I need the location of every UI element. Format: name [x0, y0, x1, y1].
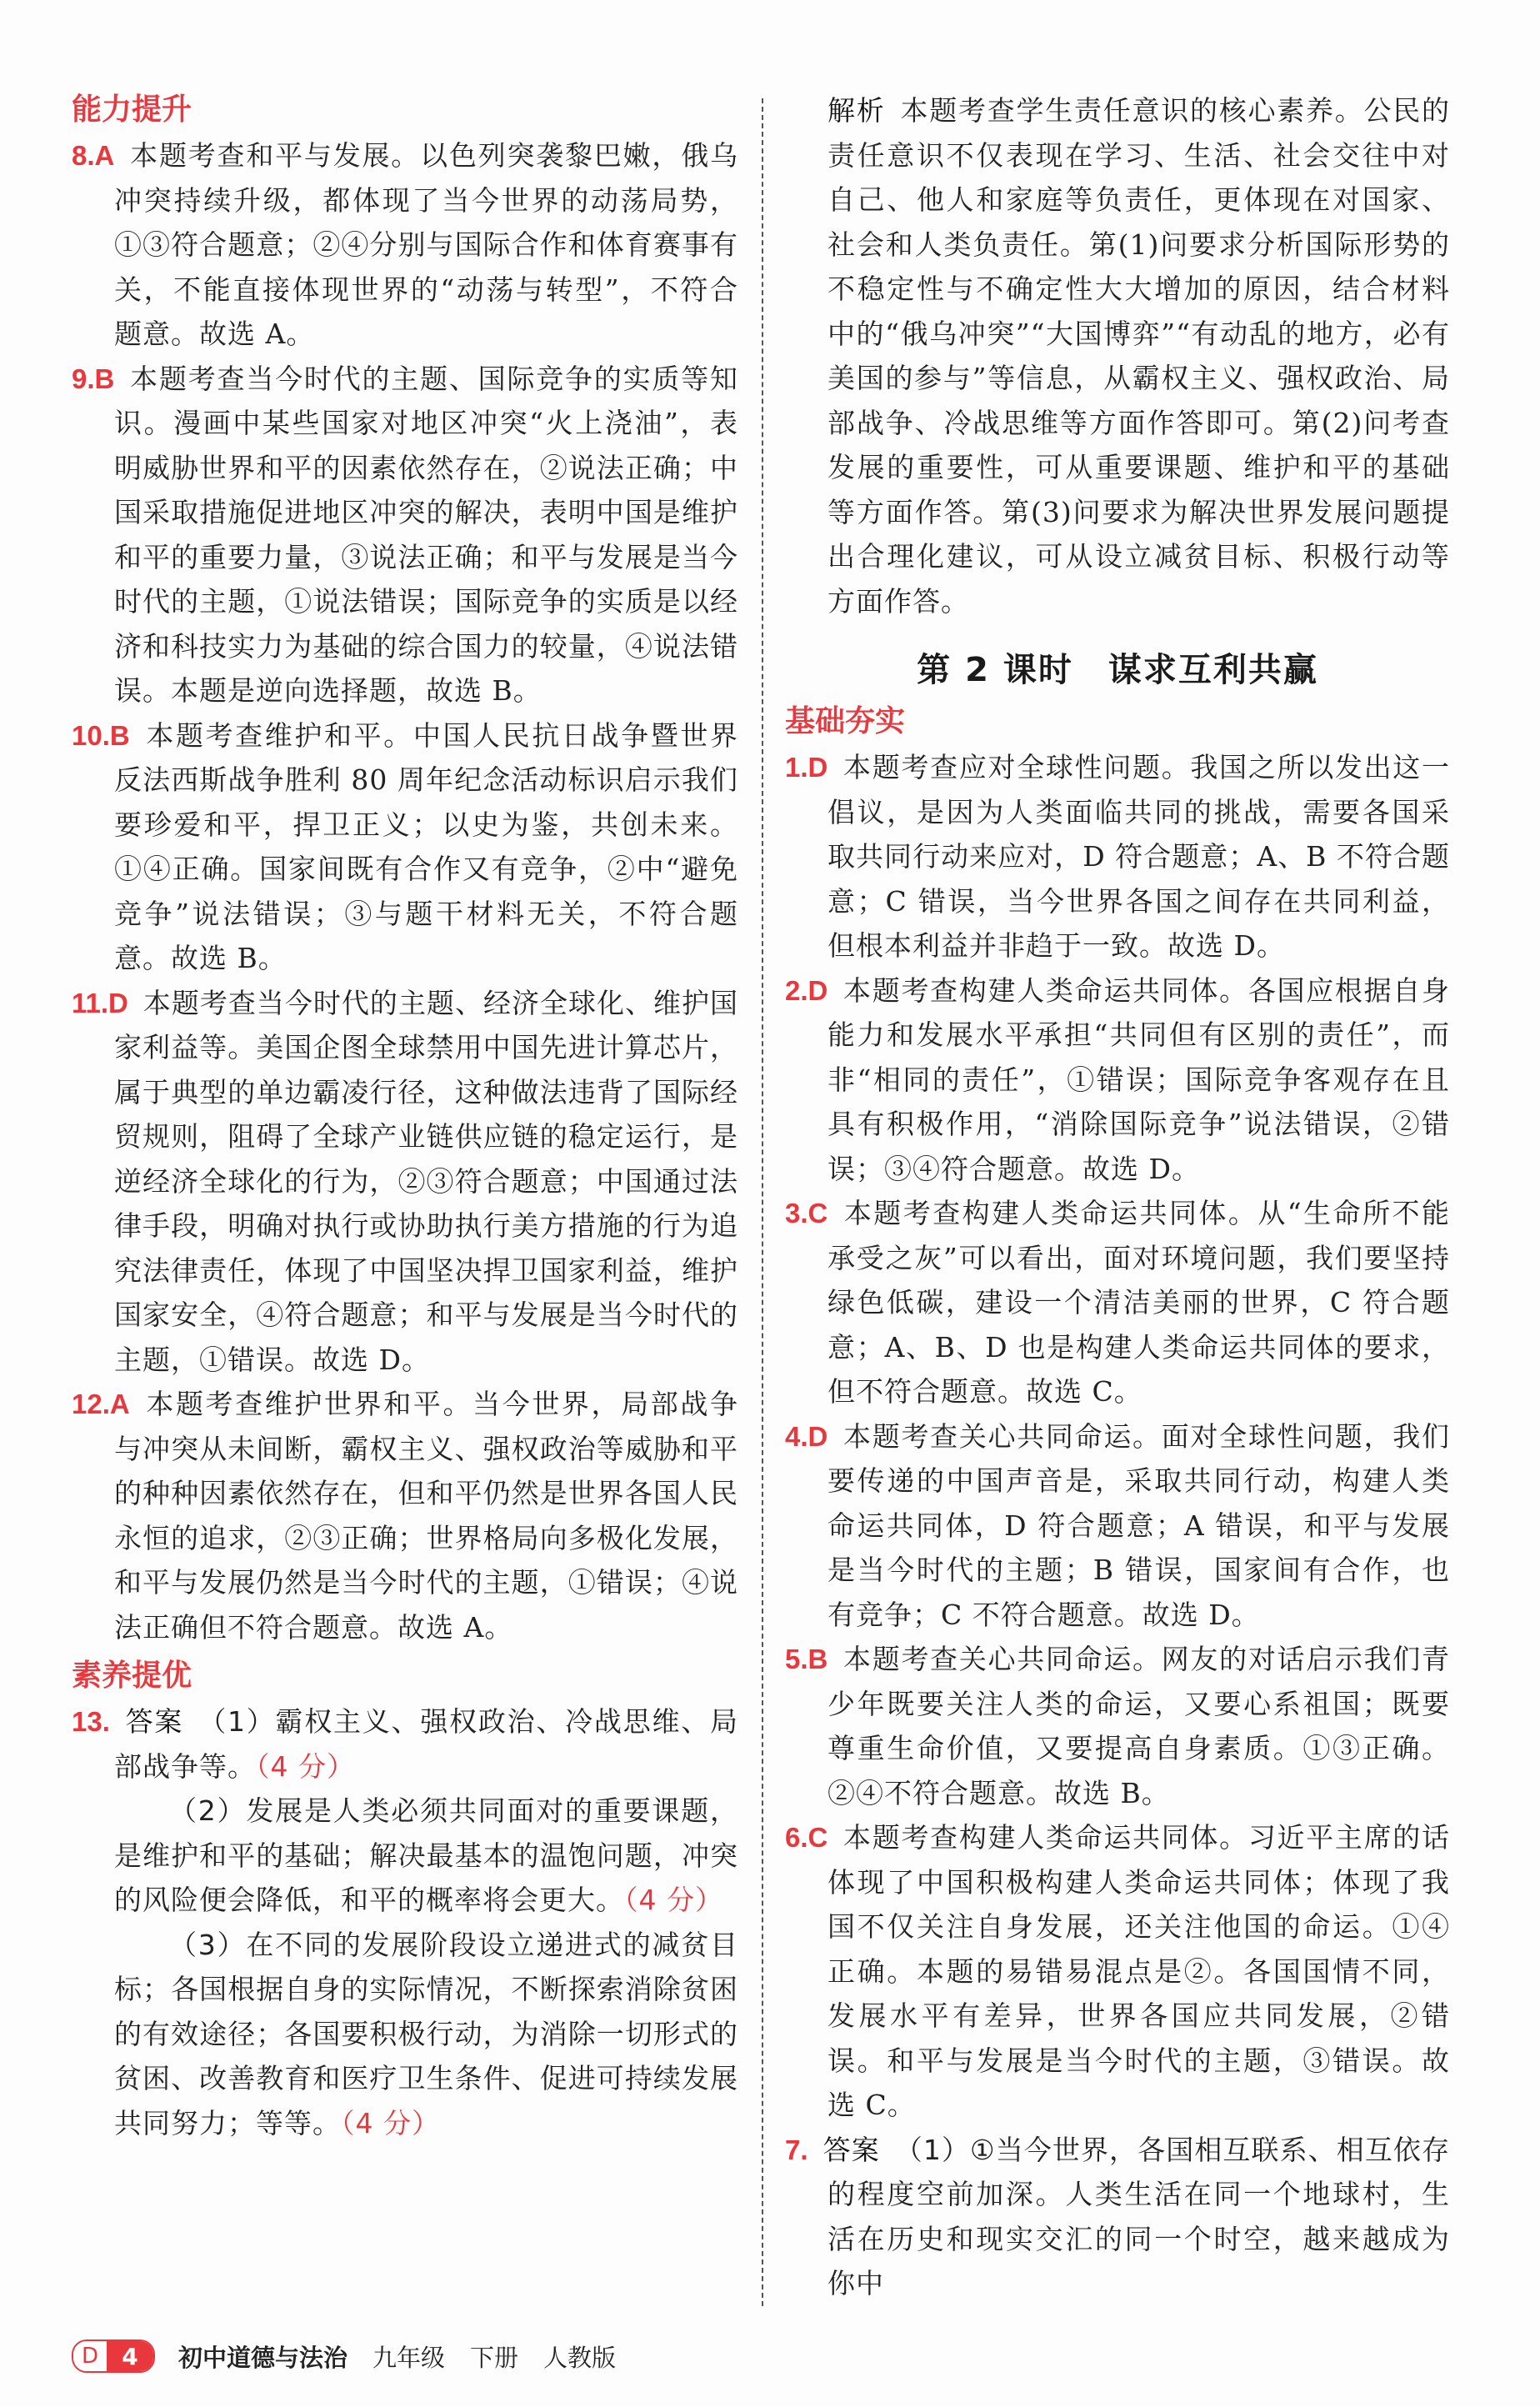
footer-subject: 初中道德与法治 — [178, 2343, 348, 2372]
answer-8: 8.A 本题考查和平与发展。以色列突袭黎巴嫩，俄乌冲突持续升级，都体现了当今世界的动荡局势，①③符合题意；②④分别与国际合作和体育赛事有关，不能直接体现世界的“动荡与转型”，不符合题意。故选 A。 — [72, 139, 738, 350]
answer-13: 13. 答案 （1）霸权主义、强权政治、冷战思维、局部战争等。（4 分） （2）发展是人类必须共同面对的重要课题，是维护和平的基础；解决最基本的温饱问题，冲突的风险便会降低，和平的概率将会更大。（4 分） （3）在不同的发展阶段设立递进式的减贫目标；各国根据自身的实际情况，不断探索消除贫困的有效途径；各国要积极行动，为消除一切形式的贫困、改善教育和医疗卫生条件、促进可持续发展共同努力；等等。（4 分） — [72, 1705, 739, 2139]
footer-volume: 下册 — [470, 2343, 519, 2372]
answer-12: 12.A 本题考查维护世界和平。当今世界，局部战争与冲突从未间断，霸权主义、强权政治等威胁和平的种种因素依然存在，但和平仍然是世界各国人民永恒的追求，②③正确；世界格局向多极化发展，和平与发展仍然是当今时代的主题，①错误；④说法正确但不符合题意。故选 A。 — [72, 1388, 738, 1644]
right-column — [785, 83, 1450, 2306]
section-heading-literacy: 素养提优 — [72, 1659, 192, 1693]
column-divider — [762, 98, 763, 2306]
answer-10: 10.B 本题考查维护和平。中国人民抗日战争暨世界反法西斯战争胜利 80 周年纪念活动标识启示我们要珍爱和平，捍卫正义；以史为鉴，共创未来。①④正确。国家间既有合作又有竞争，②中“避免竞争”说法错误；③与题干材料无关，不符合题意。故选 B。 — [72, 718, 738, 974]
answer-9: 9.B 本题考查当今时代的主题、国际竞争的实质等知识。漫画中某些国家对地区冲突“火上浇油”，表明威胁世界和平的因素依然存在，②说法正确；中国采取措施促进地区冲突的解决，表明中国是维护和平的重要力量，③说法正确；和平与发展是当今时代的主题，①说法错误；国际竞争的实质是以经济和科技实力为基础的综合国力的较量，④说法错误。本题是逆向选择题，故选 B。 — [72, 362, 738, 707]
answer-7: 7. 答案 （1）①当今世界，各国相互联系、相互依存的程度空前加深。人类生活在同一个地球村，生活在历史和现实交汇的同一个时空，越来越成为你中 — [785, 2133, 1450, 2299]
answer-6: 6.C 本题考查构建人类命运共同体。习近平主席的话体现了中国积极构建人类命运共同体；体现了我国不仅关注自身发展，还关注他国的命运。①④正确。本题的易错易混点是②。各国国情不同，发展水平有差异，世界各国应共同发展，②错误。和平与发展是当今时代的主题，③错误。故选 C。 — [785, 1821, 1450, 2121]
section-heading-basics: 基础夯实 — [785, 704, 906, 738]
answer-4: 4.D 本题考查关心共同命运。面对全球性问题，我们要传递的中国声音是，采取共同行动，构建人类命运共同体，D 符合题意；A 错误，和平与发展是当今时代的主题；B 错误，国家间有合作，也有竞争；C 不符合题意。故选 D。 — [785, 1419, 1450, 1631]
answer-2: 2.D 本题考查构建人类命运共同体。各国应根据自身能力和发展水平承担“共同但有区别的责任”，而非“相同的责任”，①错误；国际竞争客观存在且具有积极作用，“消除国际竞争”说法错误，②错误；③④符合题意。故选 D。 — [785, 973, 1450, 1185]
answer-3: 3.C 本题考查构建人类命运共同体。从“生命所不能承受之灰”可以看出，面对环境问题，我们要坚持绿色低碳，建设一个清洁美丽的世界，C 符合题意；A、B、D 也是构建人类命运共同体的要求，但不符合题意。故选 C。 — [785, 1197, 1450, 1408]
answer-11: 11.D 本题考查当今时代的主题、经济全球化、维护国家利益等。美国企图全球禁用中国先进计算芯片，属于典型的单边霸凌行径，这种做法违背了国际经贸规则，阻碍了全球产业链供应链的稳定运行，是逆经济全球化的行为，②③符合题意；中国通过法律手段，明确对执行或协助执行美方措施的行为追究法律责任，体现了中国坚决捍卫国家利益，维护国家安全，④符合题意；和平与发展是当今时代的主题，①错误。故选 D。 — [72, 986, 738, 1376]
section-heading-ability: 能力提升 — [72, 93, 192, 127]
page-footer — [0, 2306, 1540, 2407]
answer-5: 5.B 本题考查关心共同命运。网友的对话启示我们青少年既要关注人类的命运，又要心系祖国；既要尊重生命价值，又要提高自身素质。①③正确。②④不符合题意。故选 B。 — [785, 1643, 1450, 1809]
page-number-badge: D 4 — [72, 2339, 155, 2373]
answer-1: 1.D 本题考查应对全球性问题。我国之所以发出这一倡议，是因为人类面临共同的挑战，需要各国采取共同行动来应对，D 符合题意；A、B 不符合题意；C 错误，当今世界各国之间存在共同利益，但根本利益并非趋于一致。故选 D。 — [785, 751, 1450, 962]
footer-edition: 人教版 — [543, 2343, 617, 2372]
footer-grade: 九年级 — [372, 2343, 446, 2372]
left-column — [72, 83, 738, 2306]
analysis-13: 解析 本题考查学生责任意识的核心素养。公民的责任意识不仅表现在学习、生活、社会交往中对自己、他人和家庭等负责任，更体现在对国家、社会和人类负责任。第(1)问要求分析国际形势的不稳定性与不确定性大大增加的原因，结合材料中的“俄乌冲突”“大国博弈”“有动乱的地方，必有美国的参与”等信息，从霸权主义、强权政治、局部战争、冷战思维等方面作答即可。第(2)问考查发展的重要性，可从重要课题、维护和平的基础等方面作答。第(3)问要求为解决世界发展问题提出合理化建议，可从设立减贫目标、积极行动等方面作答。 — [828, 94, 1450, 618]
answer-number: 8.A — [72, 140, 115, 171]
lesson-title: 第 2 课时 谋求互利共赢 — [917, 651, 1318, 689]
